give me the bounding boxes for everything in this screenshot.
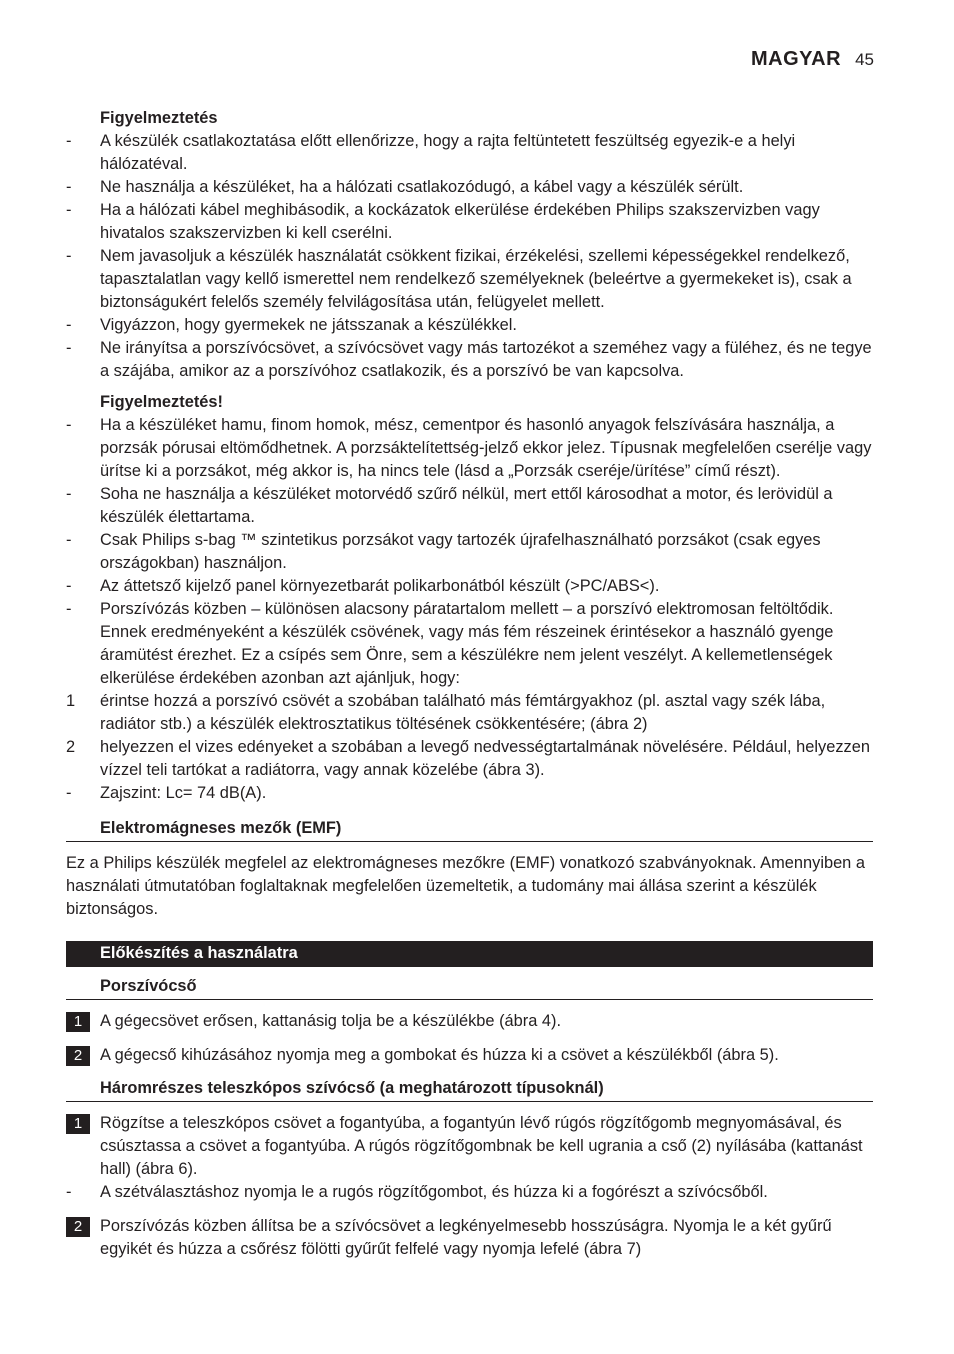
language-label: MAGYAR [751, 48, 842, 70]
list-item [66, 414, 873, 483]
list-dash: - [66, 531, 72, 549]
list-item-text: Ha a készüléket hamu, finom homok, mész, cementpor és hasonló anyagok felszívására használja, a porzsák pórusai eltömődhetnek. A porzsáktelítettség-jelző ekkor jelez. Típusnak megfelelően cserélje vagy ürítse ki a porzsákot, még akkor is, ha nincs tele (lásd a „Porzsák cseréje/ürítése” című részt). [100, 416, 872, 480]
list-item [66, 199, 873, 245]
list-item-text: Zajszint: Lc= 74 dB(A). [100, 784, 267, 802]
step-number-badge: 2 [66, 1217, 90, 1237]
step-item [66, 1044, 873, 1067]
step-text: A gégecsövet erősen, kattanásig tolja be a készülékbe (ábra 4). [100, 1012, 562, 1030]
list-dash: - [66, 247, 72, 265]
list-item-text: Az áttetsző kijelző panel környezetbarát polikarbonátból készült (>PC/ABS<). [100, 577, 660, 595]
list-dash: - [66, 339, 72, 357]
list-dash: - [66, 178, 72, 196]
list-item-text: Porszívózás közben – különösen alacsony páratartalom mellett – a porszívó elektromosan feltöltődik. Ennek eredményeként a készülék csövének, vagy más fém részeinek érintésekor a használó gyenge áramütést érezhet. Ez a csípés sem Önre, sem a készülékre nem jelent veszélyt. A kellemetlenségek elkerülése érdekében azonban azt ajánljuk, hogy: [100, 600, 834, 687]
numbered-item-text: helyezzen el vizes edényeket a szobában a levegő nedvességtartalmának növelésére. Például, helyezzen vízzel teli tartókat a radiátorra, vagy annak közelébe (ábra 3). [100, 738, 870, 779]
numbered-item-text: érintse hozzá a porszívó csövét a szobában található más fémtárgyakhoz (pl. asztal vagy szék lába, radiátor stb.) a készülék elektrosztatikus töltésének csökkentésére; (ábra 2) [100, 692, 826, 733]
list-dash: - [66, 600, 72, 618]
list-item [66, 130, 873, 176]
tube-heading: Háromrészes teleszkópos szívócső (a meghatározott típusoknál) [66, 1077, 873, 1102]
list-item [66, 575, 873, 598]
list-dash: - [66, 132, 72, 150]
step-number-badge: 1 [66, 1114, 90, 1134]
step-number-badge: 1 [66, 1012, 90, 1032]
step-number-badge: 2 [66, 1046, 90, 1066]
list-dash: - [66, 485, 72, 503]
list-item-text: Soha ne használja a készüléket motorvédő szűrő nélkül, mert ettől károsodhat a motor, és lerövidül a készülék élettartama. [100, 485, 833, 526]
list-item [66, 782, 873, 805]
page-number: 45 [855, 50, 874, 69]
page-content [66, 107, 873, 1261]
step-text: A gégecső kihúzásához nyomja meg a gombokat és húzza ki a csövet a készülékből (ábra 5). [100, 1046, 779, 1064]
emf-heading: Elektromágneses mezők (EMF) [66, 817, 873, 842]
step-text: Porszívózás közben állítsa be a szívócsövet a legkényelmesebb hosszúságra. Nyomja le a két gyűrű egyikét és húzza a csőrész fölötti gyűrűt felfelé vagy nyomja lefelé (ábra 7) [100, 1217, 832, 1258]
hose-heading: Porszívócső [66, 975, 873, 1000]
emf-paragraph: Ez a Philips készülék megfelel az elektromágneses mezőkre (EMF) vonatkozó szabványoknak. Amennyiben a használati útmutatóban foglaltaknak megfelelően üzemeltetik, a tudomány mai állása szerint a készülék biztonságos. [66, 854, 865, 918]
step-item [66, 1215, 873, 1261]
list-dash: - [66, 577, 72, 595]
list-item-text: Csak Philips s-bag ™ szintetikus porzsákot vagy tartozék újrafelhasználható porzsákot (csak egyes országokban) használjon. [100, 531, 821, 572]
list-item-text: A szétválasztáshoz nyomja le a rugós rögzítőgombot, és húzza ki a fogórészt a szívócsőből. [100, 1183, 768, 1201]
list-dash: - [66, 416, 72, 434]
list-item-text: Ne irányítsa a porszívócsövet, a szívócsövet vagy más tartozékot a szeméhez vagy a füléhez, és ne tegye a szájába, amikor az a porszívóhoz csatlakozik, és a porszívó be van kapcsolva. [100, 339, 872, 380]
warning-heading: Figyelmeztetés [100, 109, 218, 127]
numbered-item [66, 736, 873, 782]
item-number: 2 [66, 738, 76, 756]
list-item [66, 529, 873, 575]
step-item [66, 1010, 873, 1033]
item-number: 1 [66, 692, 76, 710]
list-item [66, 337, 873, 383]
list-dash: - [66, 316, 72, 334]
page-header [751, 48, 874, 71]
list-item-text: Ne használja a készüléket, ha a hálózati csatlakozódugó, a kábel vagy a készülék sérült. [100, 178, 744, 196]
list-item-text: Nem javasoljuk a készülék használatát csökkent fizikai, érzékelési, szellemi képességekkel rendelkező, tapasztalatlan vagy kellő ismerettel nem rendelkező személyeknek (beleértve a gyermekeket is), csak a biztonságukért felelős személy felvilágosítása után, felügyelet mellett. [100, 247, 852, 311]
list-dash: - [66, 1183, 72, 1201]
list-item-text: Ha a hálózati kábel meghibásodik, a kockázatok elkerülése érdekében Philips szakszervizben vagy hivatalos szakszervizben ki kell cserélni. [100, 201, 820, 242]
step-item [66, 1112, 873, 1181]
list-item [66, 245, 873, 314]
list-item-text: Vigyázzon, hogy gyermekek ne játsszanak a készülékkel. [100, 316, 517, 334]
list-dash: - [66, 784, 72, 802]
numbered-item [66, 690, 873, 736]
list-item [66, 1181, 873, 1204]
section-bar-preparing: Előkészítés a használatra [66, 941, 873, 967]
list-item [66, 176, 873, 199]
caution-heading: Figyelmeztetés! [100, 393, 223, 411]
step-text: Rögzítse a teleszkópos csövet a fogantyúba, a fogantyún lévő rúgós rögzítőgomb megnyomásával, és csúsztassa a csövet a fogantyúba. A rúgós rögzítőgombnak be kell ugrania a cső (2) nyílásába (kattanást hall) (ábra 6). [100, 1114, 863, 1178]
list-item-text: A készülék csatlakoztatása előtt ellenőrizze, hogy a rajta feltüntetett feszültség egyezik-e a helyi hálózatéval. [100, 132, 796, 173]
list-dash: - [66, 201, 72, 219]
list-item [66, 483, 873, 529]
list-item [66, 314, 873, 337]
list-item [66, 598, 873, 690]
